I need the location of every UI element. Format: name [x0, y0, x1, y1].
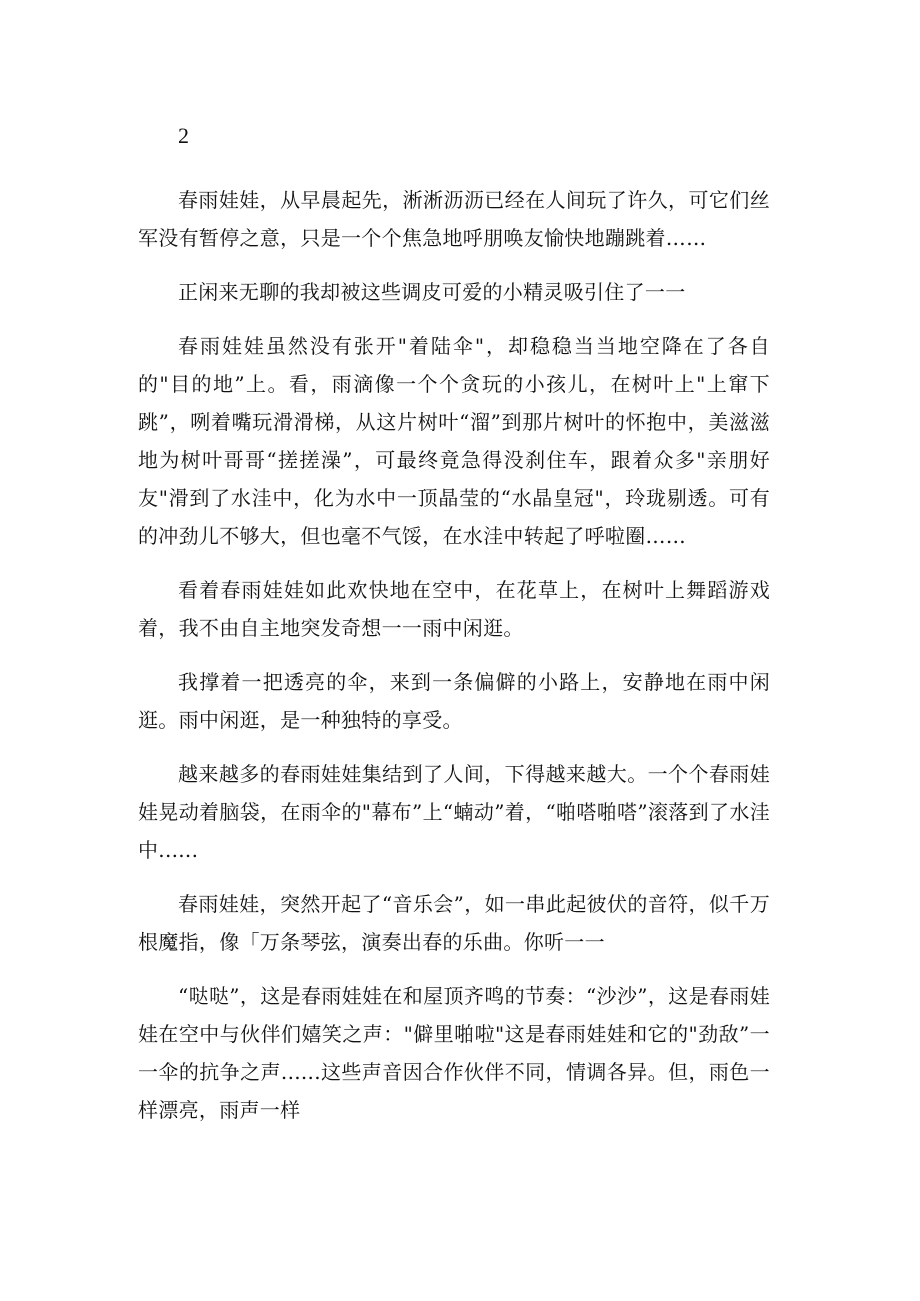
paragraph: “哒哒”，这是春雨娃娃在和屋顶齐鸣的节奏：“沙沙”，这是春雨娃娃在空中与伙伴们嬉笑之声："僻里啪啦"这是春雨娃娃和它的"劲敌”一一伞的抗争之声......这些声音因合作伙伴不同，情调各异。但，雨色一样漂亮，雨声一样 — [138, 984, 770, 1122]
paragraph: 春雨娃娃，从早晨起先，淅淅沥沥已经在人间玩了许久，可它们丝军没有暂停之意，只是一个个焦急地呼朋唤友愉快地蹦跳着…… — [138, 188, 770, 250]
paragraph: 春雨娃娃，突然开起了“音乐会”，如一串此起彼伏的音符，似千万根魔指，像「万条琴弦，演奏出春的乐曲。你听一一 — [138, 892, 770, 954]
paragraph: 看着春雨娃娃如此欢快地在空中，在花草上，在树叶上舞蹈游戏着，我不由自主地突发奇想一一雨中闲逛。 — [138, 578, 770, 640]
paragraph: 越来越多的春雨娃娃集结到了人间，下得越来越大。一个个春雨娃娃晃动着脑袋，在雨伞的"幕布”上“蝻动”着，“啪嗒啪嗒”滚落到了水洼中...... — [138, 762, 770, 862]
paragraph: 春雨娃娃虽然没有张开"着陆伞"，却稳稳当当地空降在了各自的"目的地”上。看，雨滴像一个个贪玩的小孩儿，在树叶上"上窜下跳”，咧着嘴玩滑滑梯，从这片树叶“溜”到那片树叶的怀抱中，美滋滋地为树叶哥哥“搓搓澡”，可最终竟急得没刹住车，跟着众多"亲朋好友"滑到了水洼中，化为水中一顶晶莹的“水晶皇冠"，玲珑剔透。可有的冲劲儿不够大，但也毫不气馁，在水洼中转起了呼啦圈…… — [138, 334, 770, 548]
paragraph: 正闲来无聊的我却被这些调皮可爱的小精灵吸引住了一一 — [178, 280, 686, 304]
page-number: 2 — [178, 123, 189, 148]
text-body — [138, 181, 770, 1145]
paragraph: 我撑着一把透亮的伞，来到一条偏僻的小路上，安静地在雨中闲逛。雨中闲逛，是一种独特的享受。 — [138, 670, 770, 732]
